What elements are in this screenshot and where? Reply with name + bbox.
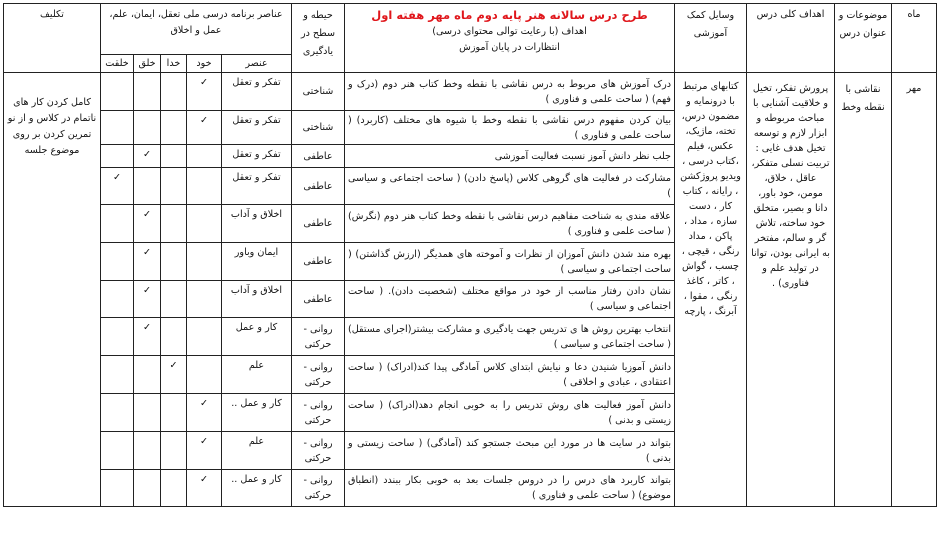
check-cell-creation: [134, 318, 161, 356]
element-cell: تفکر و تعقل: [222, 168, 292, 205]
objective-cell: نشان دادن رفتار مناسب از خود در مواقع مختلف (شخصیت دادن). ( ساحت اجتماعی و سیاسی ): [345, 281, 675, 318]
general-goals-cell: پرورش تفکر، تخیل و خلاقیت آشنایی با مباحث مربوطه و ابزار لازم و توسعه تخیل هدف غایی : تربیت نسلی متفکر، عاقل ، خلاق، مومن، خود باور، دانا و بصیر، متخلق خود ساخته، تلاش گر و سالم، مفتخر به ایرانی بودن، توانا در تولید علم و فناوری) .: [747, 73, 835, 507]
lesson-plan-table: [3, 3, 937, 507]
domain-cell: روانی - حرکتی: [292, 432, 345, 470]
check-cell-self: [187, 356, 222, 394]
check-cell-creation: [134, 470, 161, 507]
objective-cell: بهره مند شدن دانش آموزان از نظرات و آموخته های همدیگر (ارزش گذاشتن) ( ساحت اجتماعی و سیاسی ): [345, 243, 675, 281]
check-cell-creation: [134, 111, 161, 145]
checkmark-icon: ✓: [199, 115, 209, 126]
domain-cell: عاطفی: [292, 205, 345, 243]
check-cell-nature: [101, 318, 134, 356]
check-cell-god: [161, 145, 187, 168]
objectives-header: [345, 4, 675, 73]
check-cell-self: [187, 432, 222, 470]
check-cell-god: [161, 281, 187, 318]
check-cell-self: [187, 394, 222, 432]
objective-cell: علاقه مندی به شناخت مفاهیم درس نقاشی با نقطه وخط کتاب هنر دوم (نگرش) ( ساحت علمی و فناوری ): [345, 205, 675, 243]
check-cell-nature: [101, 281, 134, 318]
objective-cell: مشارکت در فعالیت های گروهی کلاس (پاسخ دادن) ( ساحت اجتماعی و سیاسی ): [345, 168, 675, 205]
objective-cell: درک آموزش های مربوط به درس نقاشی با نقطه وخط کتاب هنر دوم (درک و فهم) ( ساحت علمی و فناوری ): [345, 73, 675, 111]
check-cell-self: [187, 205, 222, 243]
topic-cell: نقاشی با نقطه وخط: [835, 73, 892, 507]
topic-header: موضوعات و عنوان درس: [835, 4, 892, 73]
rel-self-header: خود: [187, 55, 222, 73]
check-cell-god: [161, 243, 187, 281]
checkmark-icon: ✓: [142, 322, 152, 333]
domain-cell: روانی - حرکتی: [292, 356, 345, 394]
check-cell-self: [187, 470, 222, 507]
check-cell-self: [187, 111, 222, 145]
check-cell-creation: [134, 394, 161, 432]
rel-god-header: خدا: [161, 55, 187, 73]
check-cell-creation: [134, 281, 161, 318]
check-cell-god: [161, 394, 187, 432]
domain-cell: روانی - حرکتی: [292, 470, 345, 507]
table-row: [4, 73, 937, 111]
check-cell-nature: [101, 243, 134, 281]
tools-header: وسایل کمک آموزشی: [675, 4, 747, 73]
domain-cell: شناختی: [292, 111, 345, 145]
rel-creation-header: خلق: [134, 55, 161, 73]
check-cell-nature: [101, 470, 134, 507]
element-cell: تفکر و تعقل: [222, 73, 292, 111]
check-cell-nature: [101, 432, 134, 470]
assignment-header: تکلیف: [4, 4, 101, 73]
objective-cell: دانش آموز فعالیت های روش تدریس را به خوبی انجام دهد(ادراک) ( ساحت زیستی و بدنی ): [345, 394, 675, 432]
check-cell-nature: [101, 111, 134, 145]
check-cell-god: [161, 470, 187, 507]
domain-cell: روانی - حرکتی: [292, 394, 345, 432]
checkmark-icon: ✓: [112, 172, 122, 183]
element-cell: کار و عمل ..: [222, 394, 292, 432]
domain-cell: عاطفی: [292, 281, 345, 318]
element-cell: تفکر و تعقل: [222, 145, 292, 168]
check-cell-self: [187, 281, 222, 318]
check-cell-creation: [134, 168, 161, 205]
check-cell-god: [161, 356, 187, 394]
checkmark-icon: ✓: [199, 436, 209, 447]
domain-cell: شناختی: [292, 73, 345, 111]
check-cell-creation: [134, 205, 161, 243]
element-cell: علم: [222, 432, 292, 470]
page-title: طرح درس سالانه هنر پایه دوم ماه مهر هفته اول: [371, 8, 648, 22]
month-header: ماه: [892, 4, 937, 73]
checkmark-icon: ✓: [142, 209, 152, 220]
check-cell-self: [187, 243, 222, 281]
tools-cell: کتابهای مرتبط با درونمایه و مضمون درس، تخته، ماژیک، عکس، فیلم ،کتاب درسی ، ویدیو پروژکشن ، رایانه ، کتاب کار ، دست سازه ، مداد ، پاکن ، مداد رنگی ، قیچی ، چسب ، گواش ، کاتر ، کاغذ رنگی ، مقوا ، آبرنگ ، پارچه: [675, 73, 747, 507]
check-cell-god: [161, 205, 187, 243]
general-goals-header: اهداف کلی درس: [747, 4, 835, 73]
objective-cell: بتواند کاربرد های درس را در دروس جلسات بعد به خوبی بکار ببندد (انطباق موضوع) ( ساحت علمی و فناوری ): [345, 470, 675, 507]
domain-cell: عاطفی: [292, 145, 345, 168]
objective-cell: انتخاب بهترین روش ها ی تدریس جهت یادگیری و مشارکت بیشتر(اجرای مستقل) ( ساحت اجتماعی و سیاسی ): [345, 318, 675, 356]
check-cell-creation: [134, 73, 161, 111]
objectives-subtitle: اهداف (با رعایت توالی محتوای درسی): [432, 26, 587, 37]
objective-cell: بتواند در سایت ها در مورد این مبحث جستجو کند (آمادگی) ( ساحت زیستی و بدنی ): [345, 432, 675, 470]
check-cell-creation: [134, 243, 161, 281]
check-cell-creation: [134, 145, 161, 168]
checkmark-icon: ✓: [199, 474, 209, 485]
check-cell-nature: [101, 394, 134, 432]
domain-cell: عاطفی: [292, 243, 345, 281]
month-cell: مهر: [892, 73, 937, 507]
check-cell-self: [187, 73, 222, 111]
objective-cell: دانش آموزیا شنیدن دعا و نیایش ابتدای کلاس آمادگی پیدا کند(ادراک) ( ساحت اعتقادی ، عبادی و اخلاقی ): [345, 356, 675, 394]
check-cell-god: [161, 168, 187, 205]
element-cell: کار و عمل ..: [222, 470, 292, 507]
checkmark-icon: ✓: [169, 360, 178, 371]
element-cell: کار و عمل: [222, 318, 292, 356]
check-cell-creation: [134, 356, 161, 394]
domain-cell: عاطفی: [292, 168, 345, 205]
check-cell-god: [161, 432, 187, 470]
check-cell-god: [161, 73, 187, 111]
elements-header: عناصر برنامه درسی ملی تعقل، ایمان، علم، عمل و اخلاق: [101, 4, 292, 55]
element-cell: علم: [222, 356, 292, 394]
element-cell: اخلاق و آداب: [222, 281, 292, 318]
check-cell-nature: [101, 356, 134, 394]
check-cell-god: [161, 318, 187, 356]
checkmark-icon: ✓: [142, 149, 152, 160]
check-cell-self: [187, 145, 222, 168]
checkmark-icon: ✓: [199, 398, 209, 409]
element-header: عنصر: [222, 55, 292, 73]
element-cell: اخلاق و آداب: [222, 205, 292, 243]
check-cell-nature: [101, 168, 134, 205]
check-cell-creation: [134, 432, 161, 470]
assignment-cell: کامل کردن کار های ناتمام در کلاس و از نو تمرین کردن بر روی موضوع جلسه: [4, 73, 101, 507]
checkmark-icon: ✓: [142, 247, 152, 258]
domain-cell: روانی - حرکتی: [292, 318, 345, 356]
objective-cell: بیان کردن مفهوم درس نقاشی با نقطه وخط با شیوه های مختلف (کاربرد) ( ساحت علمی و فناوری ): [345, 111, 675, 145]
check-cell-god: [161, 111, 187, 145]
checkmark-icon: ✓: [199, 77, 209, 88]
element-cell: تفکر و تعقل: [222, 111, 292, 145]
check-cell-nature: [101, 205, 134, 243]
check-cell-nature: [101, 73, 134, 111]
expectations-subtitle: انتظارات در پایان آموزش: [459, 42, 560, 53]
check-cell-nature: [101, 145, 134, 168]
check-cell-self: [187, 318, 222, 356]
checkmark-icon: ✓: [142, 285, 152, 296]
check-cell-self: [187, 168, 222, 205]
rel-nature-header: خلقت: [101, 55, 134, 73]
domain-header: حیطه و سطح در یادگیری: [292, 4, 345, 73]
objective-cell: جلب نظر دانش آموز نسبت فعالیت آموزشی: [345, 145, 675, 168]
element-cell: ایمان وباور: [222, 243, 292, 281]
